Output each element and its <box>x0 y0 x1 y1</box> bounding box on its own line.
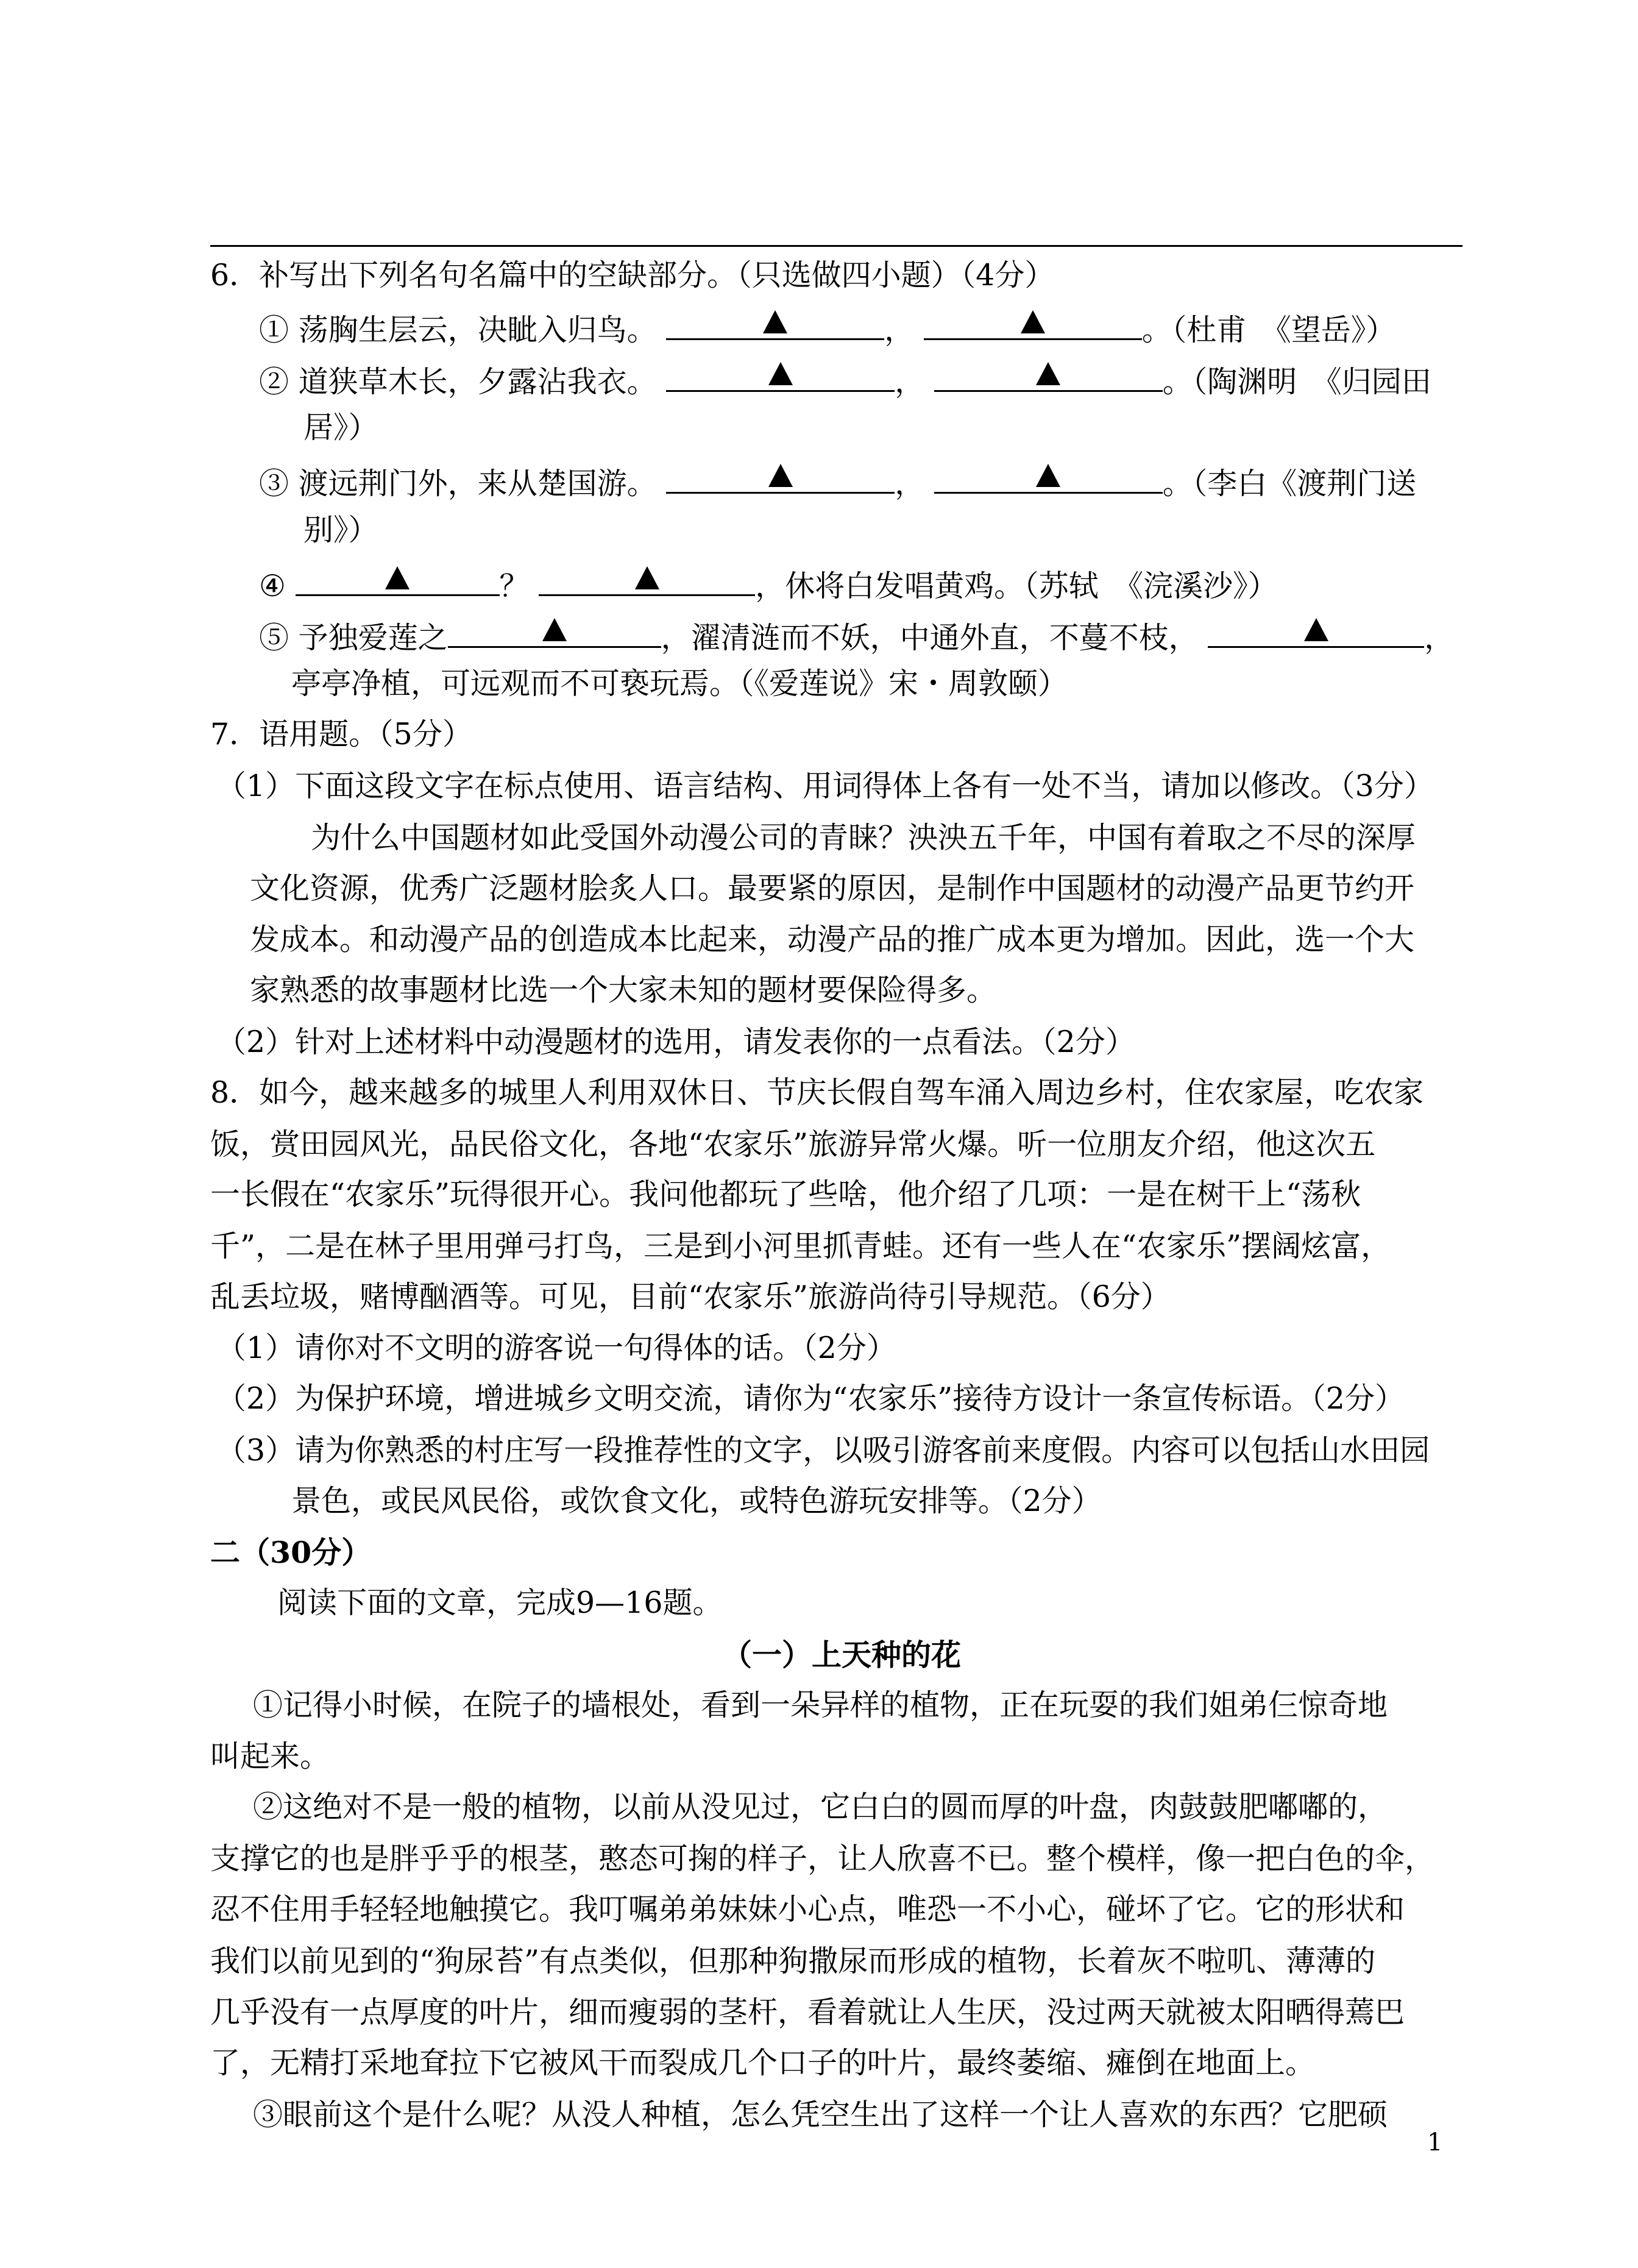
q6-item-2-source: 。（陶渊明 《归园田 <box>1162 364 1431 399</box>
article-line: ①记得小时候，在院子的墙根处，看到一朵异样的植物，正在玩耍的我们姐弟仨惊奇地 <box>253 1688 1388 1722</box>
answer-blank[interactable] <box>666 360 895 392</box>
q7-part-1: （1）下面这段文字在标点使用、语言结构、用词得体上各有一处不当，请加以修改。（3分） <box>216 769 1434 803</box>
q6-item-3-source: 。（李白《渡荆门送 <box>1162 466 1417 501</box>
answer-blank[interactable] <box>934 360 1163 392</box>
triangle-marker-icon <box>542 618 567 641</box>
q6-item-2-text: 道狭草木长，夕露沾我衣。 <box>298 364 657 399</box>
q6-item-4-source: ，休将白发唱黄鸡。（苏轼 《浣溪沙》） <box>755 569 1278 603</box>
q8-line: 千”，二是在林子里用弹弓打鸟，三是到小河里抓青蛙。还有一些人在“农家乐”摆阔炫富， <box>210 1229 1391 1264</box>
q6-item-4-number: ④ <box>259 569 286 603</box>
page-number: 1 <box>1427 2128 1443 2156</box>
q6-item-5-number: ⑤ <box>259 620 289 655</box>
article-line: 支撑它的也是胖乎乎的根茎，憨态可掬的样子，让人欣喜不已。整个模样，像一把白色的伞， <box>210 1841 1435 1876</box>
q6-item-1-text: 荡胸生层云，决眦入归鸟。 <box>298 313 657 347</box>
q6-title: 6．补写出下列名句名篇中的空缺部分。（只选做四小题）（4分） <box>210 258 1055 293</box>
answer-blank[interactable] <box>1208 616 1424 648</box>
q7-title: 7．语用题。（5分） <box>210 717 472 752</box>
q6-item-3: ③ 渡远荆门外，来从楚国游。 ， 。（李白《渡荆门送 <box>259 461 1416 498</box>
q8-line: 乱丢垃圾，赌博酗酒等。可见，目前“农家乐”旅游尚待引导规范。（6分） <box>210 1279 1171 1314</box>
q8-sub-3: （3）请为你熟悉的村庄写一段推荐性的文字，以吸引游客前来度假。内容可以包括山水田园 <box>216 1433 1430 1468</box>
q8-sub-2: （2）为保护环境，增进城乡文明交流，请你为“农家乐”接待方设计一条宣传标语。（2分） <box>216 1381 1405 1416</box>
q8-line: 一长假在“农家乐”玩得很开心。我问他都玩了些啥，他介绍了几项：一是在树干上“荡秋 <box>210 1177 1361 1212</box>
article-title: （一）上天种的花 <box>722 1637 962 1673</box>
q6-item-1: ① 荡胸生层云，决眦入归鸟。 ， 。（杜甫 《望岳》） <box>259 308 1395 344</box>
answer-blank[interactable] <box>539 564 755 596</box>
answer-blank[interactable] <box>666 461 895 494</box>
triangle-marker-icon <box>763 310 787 333</box>
q6-item-5: ⑤ 予独爱莲之 ，濯清涟而不妖，中通外直，不蔓不枝， ， <box>259 616 1454 652</box>
answer-blank[interactable] <box>448 616 661 648</box>
q6-item-3-continued: 别》） <box>303 513 378 547</box>
article-line: 叫起来。 <box>210 1739 330 1774</box>
article-line: 了，无精打采地耷拉下它被风干而裂成几个口子的叶片，最终萎缩、瘫倒在地面上。 <box>210 2046 1316 2080</box>
triangle-marker-icon <box>1036 464 1060 487</box>
q6-item-3-number: ③ <box>259 466 289 501</box>
answer-blank[interactable] <box>934 461 1163 494</box>
q7-passage-line: 为什么中国题材如此受国外动漫公司的青睐？泱泱五千年，中国有着取之不尽的深厚 <box>311 820 1416 855</box>
answer-blank[interactable] <box>924 308 1142 340</box>
triangle-marker-icon <box>768 464 793 487</box>
triangle-marker-icon <box>635 566 659 589</box>
q6-item-2-continued: 居》） <box>303 410 378 445</box>
q6-item-5-continued: 亭亭净植，可远观而不可亵玩焉。（《爱莲说》宋・周敦颐） <box>291 666 1068 701</box>
q8-sub-1: （1）请你对不文明的游客说一句得体的话。（2分） <box>216 1331 896 1365</box>
q6-item-1-number: ① <box>259 313 289 347</box>
triangle-marker-icon <box>768 362 793 385</box>
q7-part-2: （2）针对上述材料中动漫题材的选用，请发表你的一点看法。（2分） <box>216 1025 1135 1059</box>
answer-blank[interactable] <box>666 308 884 340</box>
triangle-marker-icon <box>1304 618 1328 641</box>
q6-item-2: ② 道狭草木长，夕露沾我衣。 ， 。（陶渊明 《归园田 <box>259 360 1431 396</box>
article-line: 我们以前见到的“狗尿苔”有点类似，但那种狗撒尿而形成的植物，长着灰不啦叽、薄薄的 <box>210 1944 1376 1978</box>
q8-sub-3-continued: 景色，或民风民俗，或饮食文化，或特色游玩安排等。（2分） <box>291 1484 1102 1518</box>
article-line: 忍不住用手轻轻地触摸它。我叮嘱弟弟妹妹小心点，唯恐一不小心，碰坏了它。它的形状和 <box>210 1892 1405 1927</box>
q7-passage-line: 发成本。和动漫产品的创造成本比起来，动漫产品的推广成本更为增加。因此，选一个大 <box>250 922 1415 957</box>
q6-item-1-source: 。（杜甫 《望岳》） <box>1141 313 1396 347</box>
q8-line: 饭，赏田园风光，品民俗文化，各地“农家乐”旅游异常火爆。听一位朋友介绍，他这次五 <box>210 1127 1376 1162</box>
triangle-marker-icon <box>385 566 410 589</box>
section-2-heading: 二（30分） <box>210 1535 372 1570</box>
q6-item-2-number: ② <box>259 364 289 399</box>
q8-line: 8．如今，越来越多的城里人利用双休日、节庆长假自驾车涌入周边乡村，住农家屋，吃农家 <box>210 1075 1424 1110</box>
q6-item-4: ④ ？ ，休将白发唱黄鸡。（苏轼 《浣溪沙》） <box>259 564 1278 600</box>
section-2-intro: 阅读下面的文章，完成9—16题。 <box>277 1585 723 1620</box>
q7-passage-line: 家熟悉的故事题材比选一个大家未知的题材要保险得多。 <box>250 973 997 1008</box>
article-line: 几乎没有一点厚度的叶片，细而瘦弱的茎杆，看着就让人生厌，没过两天就被太阳晒得蔫巴 <box>210 1995 1405 2030</box>
triangle-marker-icon <box>1021 310 1045 333</box>
answer-blank[interactable] <box>296 564 500 596</box>
header-rule <box>210 245 1462 247</box>
triangle-marker-icon <box>1036 362 1060 385</box>
article-line: ②这绝对不是一般的植物，以前从没见过，它白白的圆而厚的叶盘，肉鼓鼓肥嘟嘟的， <box>253 1790 1388 1824</box>
q7-passage-line: 文化资源，优秀广泛题材脍炙人口。最要紧的原因，是制作中国题材的动漫产品更节约开 <box>250 871 1415 906</box>
article-line: ③眼前这个是什么呢？从没人种植，怎么凭空生出了这样一个让人喜欢的东西？它肥硕 <box>253 2097 1388 2132</box>
q6-item-3-text: 渡远荆门外，来从楚国游。 <box>298 466 657 501</box>
